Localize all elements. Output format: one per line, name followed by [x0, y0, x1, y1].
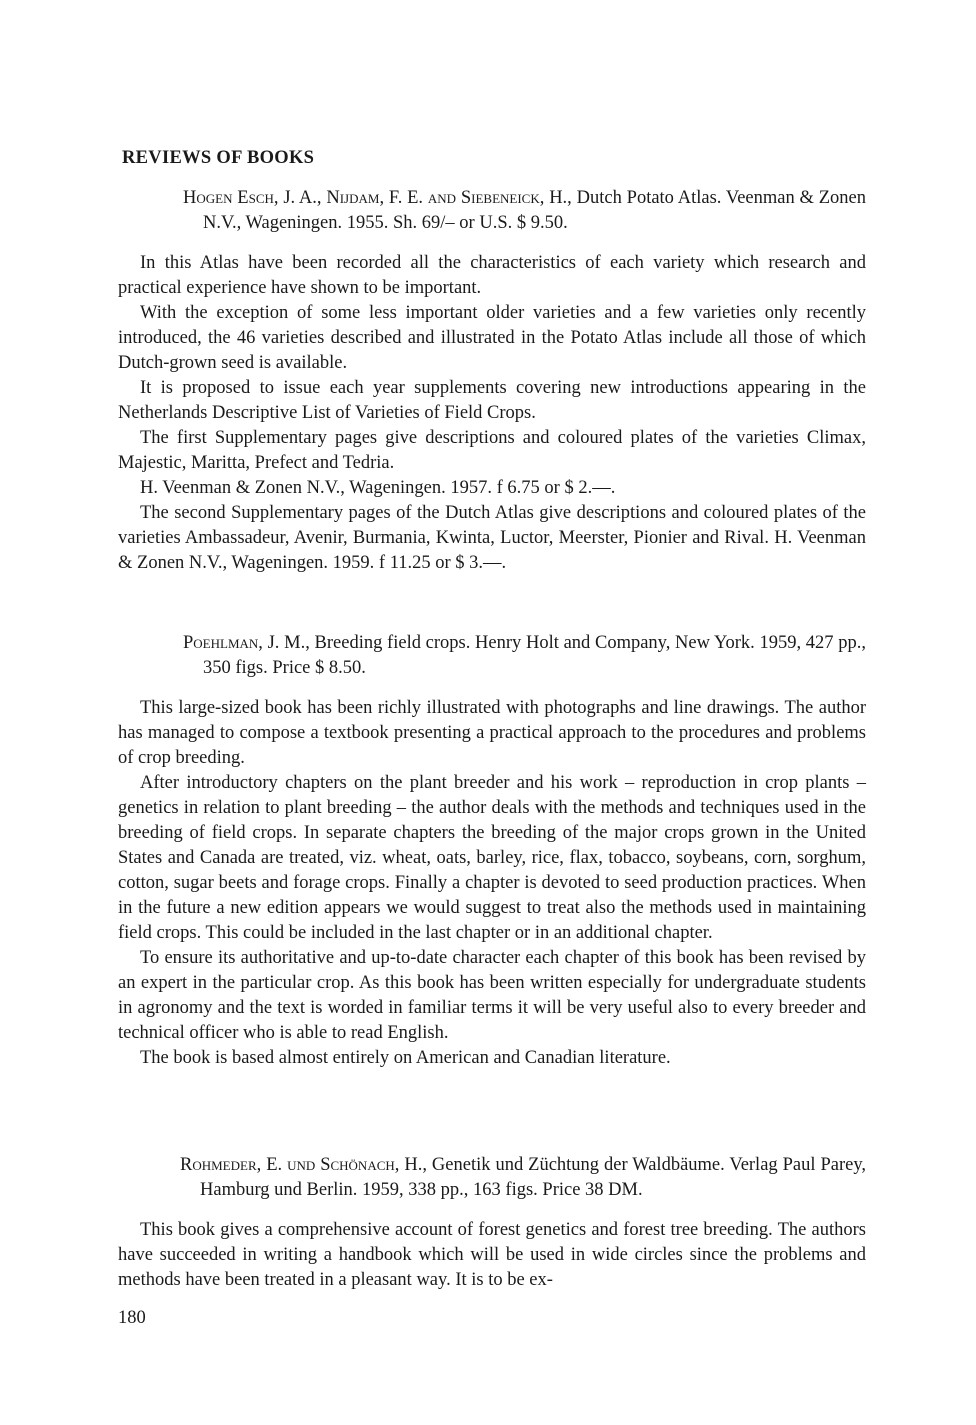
review-2-paragraph-4: The book is based almost entirely on American and Canadian literature.	[140, 1048, 671, 1068]
review-1-authors: Hogen Esch, J. A., Nijdam, F. E. and Siebeneick, H.,	[183, 188, 572, 208]
review-1-paragraph-4: The first Supplementary pages give descriptions and coloured plates of the varieties Climax, Majestic, Maritta, Prefect and Tedria.	[118, 428, 866, 473]
review-2-paragraph-3: To ensure its authoritative and up-to-date character each chapter of this book has been revised by an expert in the particular crop. As this book has been written especially for undergraduate students in agronomy and the text is worded in familiar terms it will be very useful also to every breeder and technical officer who is able to read English.	[118, 948, 866, 1043]
review-3-reference: Genetik und Züchtung der Waldbäume. Verlag Paul Parey, Hamburg und Berlin. 1959, 338 pp., 163 figs. Price 38 DM.	[200, 1155, 867, 1200]
review-2	[118, 631, 866, 1071]
review-3-authors: Rohmeder, E. und Schönach, H.,	[180, 1155, 427, 1175]
spacer	[118, 1203, 866, 1218]
review-1-paragraph-2: With the exception of some less important older varieties and a few varieties only recently introduced, the 46 varieties described and illustrated in the Potato Atlas include all those of which Dutch-grown seed is available.	[118, 303, 866, 373]
spacer	[118, 681, 866, 696]
review-2-authors: Poehlman, J. M.,	[183, 633, 310, 653]
review-1-paragraph-5: H. Veenman & Zonen N.V., Wageningen. 1957. f 6.75 or $ 2.—.	[140, 478, 616, 498]
review-3	[118, 1153, 866, 1293]
section-title: REVIEWS OF BOOKS	[122, 148, 315, 168]
review-2-citation	[183, 631, 866, 681]
review-1	[118, 186, 866, 576]
review-2-paragraph-1: This large-sized book has been richly illustrated with photographs and line drawings. The author has managed to compose a textbook presenting a practical approach to the procedures and problems of crop breeding.	[118, 698, 866, 768]
review-1-paragraph-6: The second Supplementary pages of the Dutch Atlas give descriptions and coloured plates of the varieties Ambassadeur, Avenir, Burmania, Kwinta, Luctor, Meerster, Pionier and Rival. H. Veenman & Zonen N.V., Wageningen. 1959. f 11.25 or $ 3.—.	[118, 503, 866, 573]
review-3-citation	[180, 1153, 866, 1203]
review-1-citation	[183, 186, 866, 236]
review-1-paragraph-3: It is proposed to issue each year supplements covering new introductions appearing in the Netherlands Descriptive List of Varieties of Field Crops.	[118, 378, 866, 423]
spacer	[118, 236, 866, 251]
page-number: 180	[118, 1308, 146, 1328]
review-1-reference: Dutch Potato Atlas. Veenman & Zonen N.V., Wageningen. 1955. Sh. 69/– or U.S. $ 9.50.	[203, 188, 867, 233]
review-1-paragraph-1: In this Atlas have been recorded all the characteristics of each variety which research and practical experience have shown to be important.	[118, 253, 866, 298]
review-2-paragraph-2: After introductory chapters on the plant breeder and his work – reproduction in crop plants – genetics in relation to plant breeding – the author deals with the methods and techniques used in the breeding of field crops. In separate chapters the breeding of the major crops grown in the United States and Canada are treated, viz. wheat, oats, barley, rice, flax, tobacco, soybeans, corn, sorghum, cotton, sugar beets and forage crops. Finally a chapter is devoted to seed production practices. When in the future a new edition appears we would suggest to treat also the methods used in maintaining field crops. This could be included in the last chapter or in an additional chapter.	[118, 773, 866, 943]
review-2-reference: Breeding field crops. Henry Holt and Company, New York. 1959, 427 pp., 350 figs. Price $ 8.50.	[203, 633, 866, 678]
review-3-paragraph-1: This book gives a comprehensive account of forest genetics and forest tree breeding. The authors have succeeded in writing a handbook which will be used in wide circles since the problems and methods have been treated in a pleasant way. It is to be ex-	[118, 1220, 866, 1290]
